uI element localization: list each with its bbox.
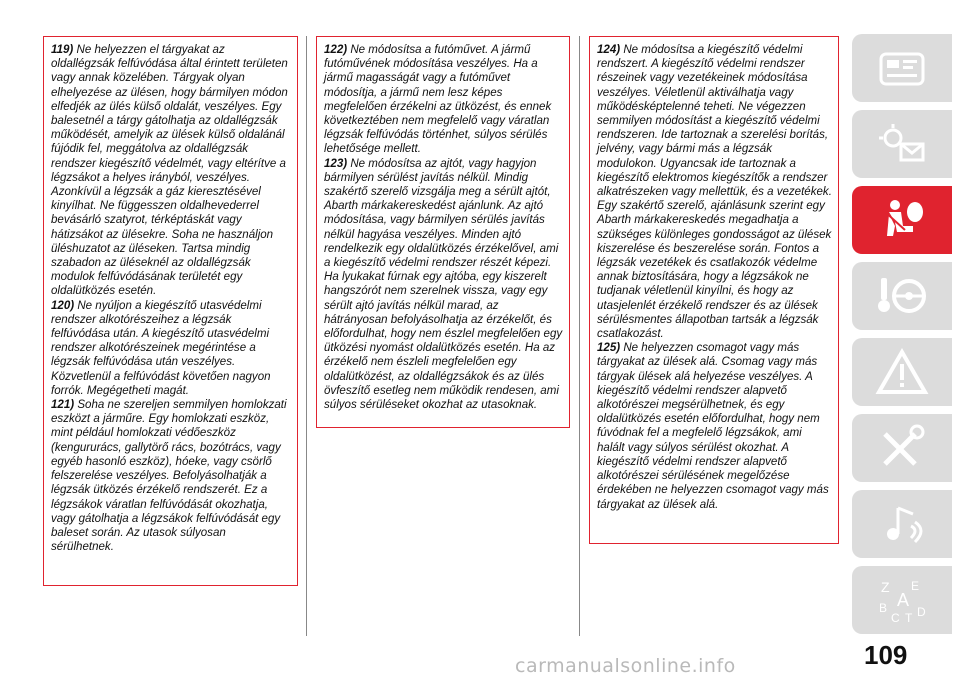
warning-text: Ne módosítsa a kiegészítő védelmi rendszert. A kiegészítő védelmi rendszer részeinek vagy vezetékeinek módosítása veszélyes. Véletlenül aktiválhatja vagy működésképtelenné teheti. Ne végezzen semmilyen módosítást a kiegészítő védelmi rendszeren. Ide tartoznak a szerelési borítás, jelvény, vagy bármi más a légzsák modulokon. Ugyancsak ide tartoznak a kiegészítő elektromos kiegészítők a rendszer alkatrészeken vagy mellettük, és a vezetékek. Egy szakértő szerelő, ajánlásunk szerint egy Abarth márkakereskedés megadhatja a szükséges különleges gondosságot az ülések kiszerelése és beszerelése során. Fontos a légzsák vezetékek és csatlakozók védelme annak biztosítására, hogy a légzsákok ne tudjanak véletlenül kinyílni, és hogy az utasjelenlét érzékelő rendszer és az ülések sérülésmentes állapotban tartsák a légzsák csatlakozást. xyxy=(597,44,832,341)
key-steering-wheel-icon xyxy=(875,272,929,320)
maintenance-tools-icon xyxy=(875,424,929,472)
watermark: carmanualsonline.info xyxy=(515,655,736,677)
airbag-safety-icon xyxy=(875,196,929,244)
multimedia-icon xyxy=(875,500,929,548)
svg-text:B: B xyxy=(879,601,888,615)
warning-text: Ne nyúljon a kiegészítő utasvédelmi rendszer alkotórészeihez a légzsák felfúvódása után. A kiegészítő utasvédelmi rendszer alkotórészeinek megérintése a légzsák felfúvódása után veszélyes. Közvetlenül a felfúvódást követően nagyon forrók. Megégetheti magát. xyxy=(51,299,271,397)
svg-text:A: A xyxy=(897,590,910,610)
warning-number: 120) xyxy=(51,299,75,312)
warning-125 xyxy=(597,341,832,511)
column-divider xyxy=(306,36,307,636)
warning-number: 124) xyxy=(597,44,621,56)
tab-car-dashboard[interactable] xyxy=(852,34,952,102)
warning-number: 122) xyxy=(324,44,348,56)
page-number: 109 xyxy=(864,640,908,670)
tab-index[interactable] xyxy=(852,566,952,634)
warning-text: Ne helyezzen csomagot vagy más tárgyakat az ülések alá. Csomag vagy más tárgyak ülések alá helyezése veszélyes. A kiegészítő védelmi rendszer alapvető alkotórészei megsérülhetnek, és egy oldalütközés esetén előfordulhat, hogy nem fúvódnak fel a megfelelő légzsákok, ami halált vagy súlyos sérülést okozhat. A kiegészítő védelmi rendszer alapvető alkotórészei sérülésének megelőzése érdekében ne helyezzen csomagot vagy más tárgyakat az ülések alá. xyxy=(597,342,829,511)
tab-airbag-safety[interactable] xyxy=(852,186,952,254)
tab-emergency[interactable] xyxy=(852,338,952,406)
warning-text: Ne módosítsa az ajtót, vagy hagyjon bármilyen sérülést javítás nélkül. Mindig szakértő szerelő vizsgálja meg a sérült ajtót, Abarth márkakereskedést ajánlunk. Az ajtó módosítása, vagy bármilyen sérülés javítás nélkül hagyása veszélyes. Minden ajtó rendelkezik egy oldalütközés érzékelővel, ami a kiegészítő védelmi rendszer részét képezi. Ha lyukakat fúrnak egy ajtóba, egy kiszerelt hangszórót nem szerelnek vissza, vagy egy sérült ajtó javítás nélkül marad, az hátrányosan befolyásolhatja az érzékelőt, és előfordulhat, hogy nem észlel megfelelően egy ütközési nyomást oldalütközés esetén. Ha az érzékelő nem észleli megfelelően egy oldalütközést, az oldallégzsákok és az ülés övfeszítő esetleg nem működik rendesen, ami súlyos sérüléseket okozhat az utasoknak. xyxy=(324,157,563,412)
column-divider xyxy=(579,36,580,636)
svg-text:D: D xyxy=(917,605,926,619)
emergency-triangle-icon xyxy=(875,348,929,396)
tab-warning-lights[interactable] xyxy=(852,110,952,178)
warning-number: 121) xyxy=(51,399,75,412)
warning-number: 119) xyxy=(51,44,74,56)
warning-124 xyxy=(597,43,832,341)
warning-text: Ne módosítsa a futóművet. A jármű futóművének módosítása veszélyes. Ha a jármű magasságát vagy a futóművet módosítja, a jármű nem lesz képes megfelelően érzékelni az ütközést, és ennek következtében nem megfelelő vagy váratlan légzsák felfúvódás történhet, súlyos sérülés lehetősége mellett. xyxy=(324,44,552,156)
warning-119 xyxy=(51,43,291,299)
tab-key-steering-wheel[interactable] xyxy=(852,262,952,330)
warning-text: Ne helyezzen el tárgyakat az oldallégzsák felfúvódása által érintett területen vagy annak közelében. Tárgyak olyan elhelyezése az ülésen, hogy bármilyen módon elfedjék az ülés külső oldalát, veszélyes. Egy balesetnél a tárgy gátolhatja az oldallégzsák működését, amelyik az ülések külső oldalánál fújódik fel, meggátolva az oldallégzsák rendszer kiegészítő védelmét, vagy eltérítve a légzsákot a helyes irányból, veszélyes. Azonkívül a légzsák a gáz kieresztésével kinyílhat. Ne függesszen oldalhevederrel bevásárló szatyrot, térképtáskát vagy hátizsákot az ülésekre. Soha ne használjon üléshuzatot az üléseken. Tartsa mindig szabadon az üléseknél az oldallégzsák modulok felfúvódásának területét egy oldalütközés esetén. xyxy=(51,44,288,298)
tab-multimedia[interactable] xyxy=(852,490,952,558)
warning-122 xyxy=(324,43,563,157)
warning-123 xyxy=(324,157,563,413)
warning-number: 123) xyxy=(324,157,348,170)
warning-120 xyxy=(51,299,291,398)
warning-text: Soha ne szereljen semmilyen homlokzati eszközt a járműre. Egy homlokzati eszköz, mint például homlokzati védőeszköz (kengururács, gallytörő rács, bozótrács, vagy egyéb hasonló eszköz), hóeke, vagy csörlő felszerelése veszélyes. Befolyásolhatják a légzsák ütközés érzékelő rendszerét. Ez a légzsákok váratlan felfúvódását okozhatja, vagy gátolhatja a légzsákok felfúvódását egy baleset során. Az utasok súlyosan sérülhetnek. xyxy=(51,399,287,554)
warning-box-column-3 xyxy=(589,36,839,544)
svg-text:T: T xyxy=(905,611,913,624)
index-letters-icon xyxy=(875,576,929,624)
svg-text:Z: Z xyxy=(881,579,890,595)
svg-text:E: E xyxy=(911,579,920,593)
warning-lights-icon xyxy=(875,120,929,168)
car-dashboard-icon xyxy=(875,44,929,92)
chapter-sidebar xyxy=(852,34,960,642)
warning-number: 125) xyxy=(597,342,621,355)
tab-maintenance[interactable] xyxy=(852,414,952,482)
svg-text:C: C xyxy=(891,611,900,624)
warning-box-column-1 xyxy=(43,36,298,586)
warning-box-column-2 xyxy=(316,36,570,428)
warning-121 xyxy=(51,398,291,554)
